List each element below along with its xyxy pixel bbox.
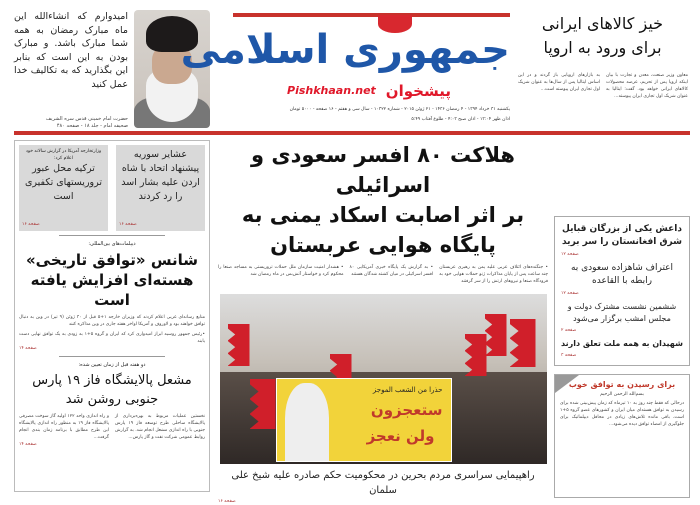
headline-line: خیز کالاهای ایرانی (541, 14, 664, 33)
story-headline: شانس «توافق تاریخی» هسته‌ای افزایش یافته است (25, 251, 199, 309)
main-story-bullet: • به گزارش یک پایگاه خبری آمریکایی ۸۰ افسر اسرائیلی در میان کشته شدگان هستند (349, 265, 434, 277)
photo-caption: راهپیمایی سراسری مردم بحرین در محکومیت حکم صادره علیه شیخ علی سلمان (231, 470, 535, 496)
banner-text: ستعجزون (370, 401, 443, 419)
protest-banner (276, 378, 452, 462)
headline-line: برای ورود به اروپا (543, 38, 662, 57)
teaser-box[interactable] (116, 145, 205, 231)
divider (59, 235, 165, 236)
headline-line: بر اثر اصابت اسکاد یمنی به پایگاه هوایی عربستان (241, 203, 525, 257)
quote-column (14, 10, 128, 130)
divider (59, 356, 165, 357)
editorial-basmala: بسم‌الله الرحمن الرحیم (600, 392, 644, 397)
main-story-bullet: • جنگنده‌های ائتلاف عربی علیه یمن به رهبری عربستان چند ساعت پس از پایان مذاکرات ژنو حملات هوایی خود به فرودگاه صنعا و نیروهای ارتش را از سر گرفتند (439, 265, 548, 284)
issue-info: یکشنبه ۳۱ خرداد ۱۳۹۴ - ۴ رمضان ۱۴۳۶ - ۲۱ ژوئن ۲۰۱۵ - شماره ۱۰۳۲۲ - سال سی و هفتم - ۱۶ صفحه - ۵۰۰۰ تومان (289, 107, 510, 112)
page-ref: صفحه ۱۲ (561, 252, 579, 257)
newspaper-logo: جمهوری اسلامی (180, 27, 510, 73)
teaser-headline: ترکیه محل عبور تروریستهای تکفیری است (24, 163, 103, 202)
story-body: منابع رسانه‌ای غربی اعلام کردند که وزیران خارجه ۱+۵ قبل از ۳۰ ژوئن (۹ تیر) در وین به دنبال توافق خواهند بود و لاوروف و آمریکا اواخر هفته جاری در وین مذاکره کنند (19, 315, 205, 327)
quote-source (14, 116, 128, 130)
story-body: نخستین عملیات مربوط به بهره‌برداری از پالایشگاه ساحلی طرح توسعه فاز ۱۹ پارس جنوبی با راه اندازی مشعل انجام شد. به گزارش روابط عمومی شرکت نفت و گاز پارس... (115, 414, 205, 440)
page-ref: صفحه ۱۶ (22, 222, 40, 227)
center-column (217, 140, 548, 504)
page-ref: صفحه ۳ (561, 353, 577, 358)
teaser-box[interactable] (19, 145, 108, 231)
story-kicker: دیپلمات‌های بین‌المللی: (88, 241, 136, 247)
story-body: و راه اندازی واحد ۱۲۲ اولیه گاز سوخت مصرفی پالایشگاه فاز ۱۹ به منظور راه اندازی پالایشگاه این طرح مطابق با برنامه زمان بندی انجام گرفت... (19, 414, 109, 440)
story-kicker: دو هفته قبل از زمان تعیین شده: (78, 362, 146, 368)
news-photo (220, 294, 547, 464)
nuclear-story[interactable] (19, 240, 205, 352)
teaser-item[interactable]: شهیدان به همه ملت تعلق دارند (561, 339, 683, 348)
quote-source-line: صحیفه امام - جلد ۱۸ - صفحه ۴۸۰ (56, 123, 128, 129)
side-story-body: معاون وزیر صنعت، معدن و تجارت با بیان اینکه اروپا پس از تحریم، عرضه محصولات کالاهای ایرانی خواهد بود. گفت: ایتالیا به عنوان شریک اول تجاری ایران پیوسته... (606, 73, 688, 99)
masthead-rule (233, 13, 510, 17)
headline-line: هلاکت ۸۰ افسر سعودی و اسرائیلی (251, 143, 515, 197)
teaser-boxes (19, 145, 205, 231)
main-story-bullet: • هشدار امنیت سازمان ملل حملات تروریستی به مساجد صنعا را محکوم کرد و خواستار آتش‌بس در ماه رمضان شد (217, 265, 344, 277)
prayer-times: اذان ظهر ۱۳:۰۴ - اذان صبح ۴:۰۳ - طلوع آفتاب ۵:۴۹ (411, 117, 510, 122)
teaser-item[interactable]: ششمین نشست مشترک دولت و مجلس امشب برگزار می‌شود (567, 302, 677, 323)
page-ref: صفحه ۱۴ (19, 346, 37, 351)
watermark: پیشخوان (385, 82, 451, 100)
teaser-kicker: وزارتخارجه آمریکا در گزارش سالانه خود اعلام کرد: (25, 149, 102, 161)
right-teasers-box (554, 216, 690, 366)
gas-story[interactable] (19, 361, 205, 448)
header-divider (14, 131, 690, 135)
page-ref: صفحه ۲ (561, 328, 577, 333)
right-column (554, 216, 690, 498)
story-body: •رئیس جمهور روسیه ابراز امیدواری کرد که ایران و گروه ۵+۱ به زودی به یک توافق نهایی دست یابند (19, 332, 205, 344)
page-ref: صفحه ۱۶ (119, 222, 137, 227)
teaser-item[interactable]: اعتراف شاهزاده سعودی به رابطه با القاعده (570, 263, 674, 286)
editorial-box[interactable] (554, 374, 690, 498)
main-headline[interactable] (218, 140, 548, 260)
watermark-url: Pishkhaan.net (287, 84, 376, 97)
page-ref: صفحه ۱۶ (218, 499, 236, 504)
banner-text: حذرا من الشعب الموجز (372, 386, 443, 394)
teaser-headline: عشایر سوریه پیشنهاد اتحاد با شاه اردن علیه بشار اسد را رد کردند (121, 149, 200, 202)
editorial-headline: برای رسیدن به توافق خوب (568, 380, 676, 389)
story-headline: مشعل پالایشگاه فاز ۱۹ پارس جنوبی روشن شد (32, 373, 192, 407)
editorial-body: درحالی که فقط چند روز به ۱۰ تیرماه که زمان پیش‌بینی شده برای رسیدن به توافق هسته‌ای میان ایران و کشورهای عضو گروه ۵+۱ است، باقی مانده تلاش‌های زیادی در محافل دیپلماتیک برای جلوگیری از امضاء توافق دیده می‌شود... (560, 401, 684, 427)
masthead (180, 10, 510, 128)
watermark-row (228, 80, 510, 102)
quote-source-line: حضرت امام خمینی قدس سره الشریف (45, 116, 128, 122)
page-ref: صفحه ۱۲ (561, 291, 579, 296)
page-ref: صفحه ۱۴ (19, 442, 37, 447)
side-story-headline[interactable] (515, 12, 690, 60)
teaser-item[interactable]: داعش یکی از بزرگان قبایل شرق افغانستان را سر برید (561, 224, 682, 247)
left-column (14, 140, 210, 492)
main-story-bullets (218, 264, 548, 285)
banner-text: ولن نعجز (366, 427, 435, 445)
quote-text: امیدوارم که انشاءالله این ماه مبارک رمضان به همه شما مبارک باشد. و مبارک بودن به این است که بنابر این بگذارید که به تکالیف خدا عمل کنید (14, 11, 128, 90)
side-story-body: به بازارهای اروپایی باز گردند و در این اساس ایتالیا پس از سال‌ها به عنوان شریک اول تجاری ایران پیوسته است... (518, 73, 600, 92)
